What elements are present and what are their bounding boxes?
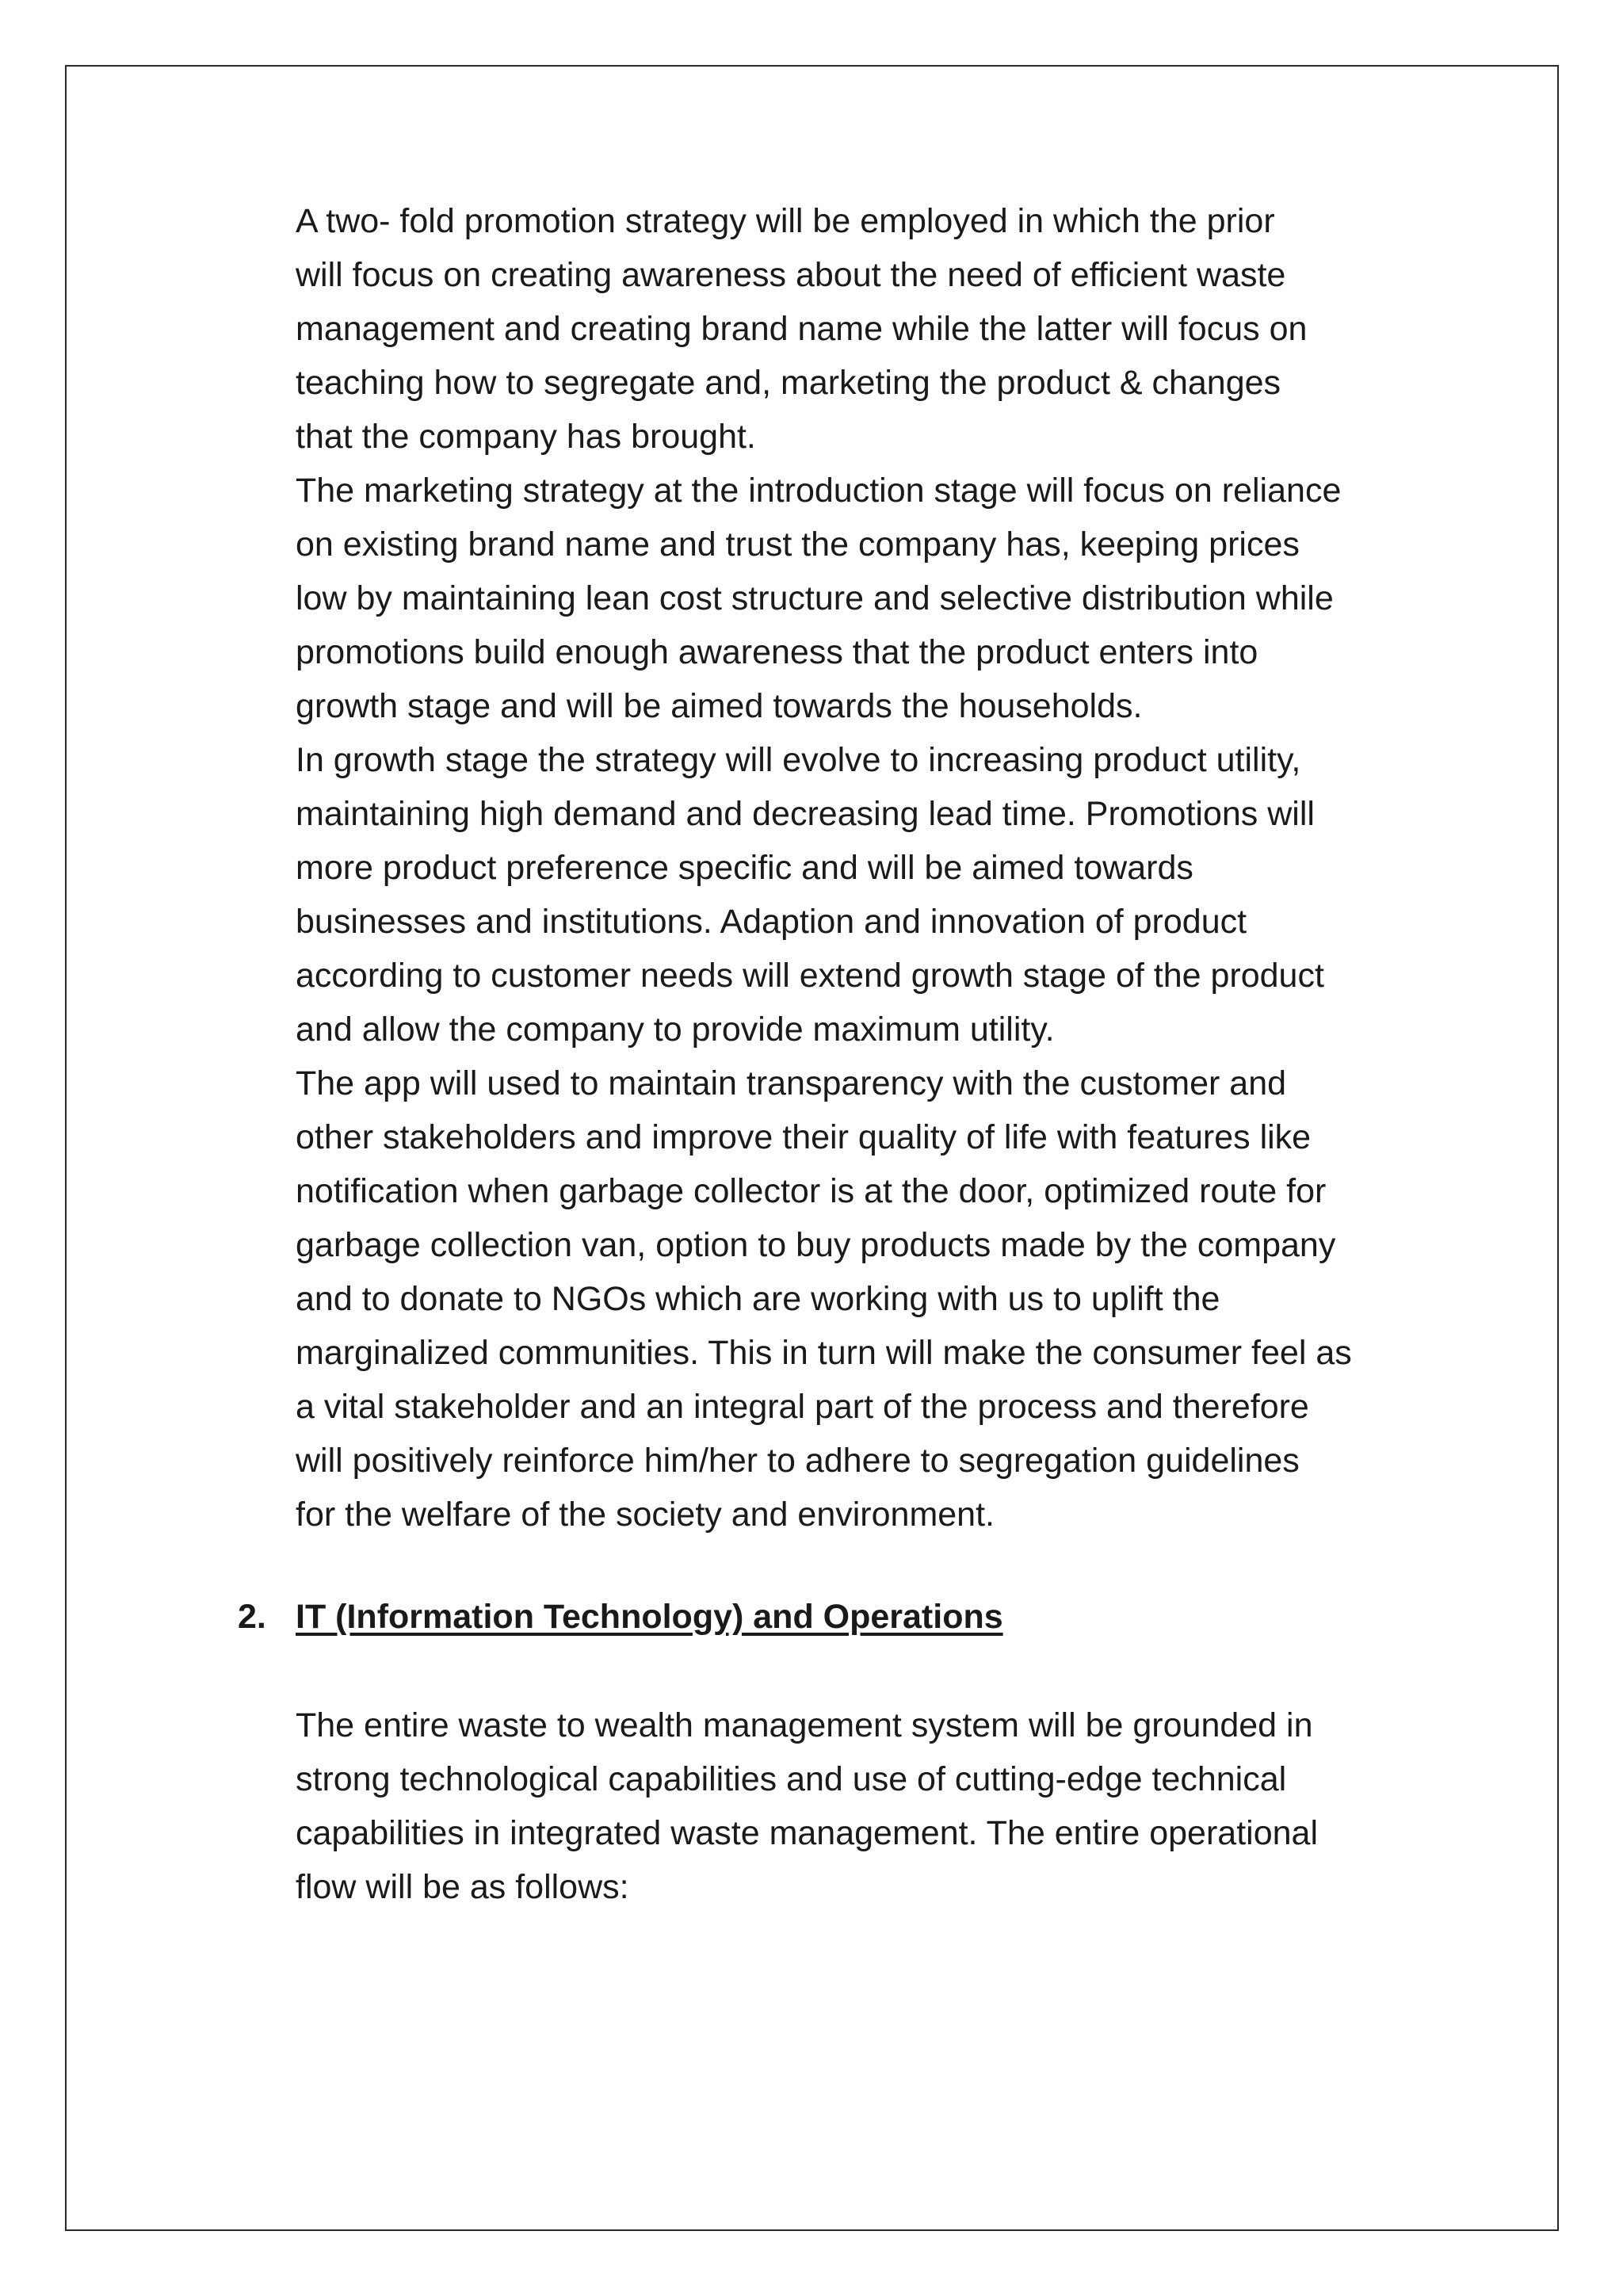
text-line: The marketing strategy at the introduction stage will focus on reliance (296, 472, 1342, 510)
text-line: In growth stage the strategy will evolve to increasing product utility, (296, 741, 1301, 779)
text-line: The app will used to maintain transparency with the customer and (296, 1064, 1287, 1102)
paragraph-promotion-strategy (296, 194, 1453, 464)
section-paragraph (296, 1698, 1453, 1914)
text-line: that the company has brought. (296, 418, 756, 456)
text-line: a vital stakeholder and an integral part of the process and therefore (296, 1388, 1309, 1426)
text-line: flow will be as follows: (296, 1868, 629, 1906)
text-line: notification when garbage collector is at the door, optimized route for (296, 1172, 1327, 1210)
paragraph-introduction-stage (296, 464, 1453, 733)
text-line: according to customer needs will extend growth stage of the product (296, 957, 1324, 995)
text-line: growth stage and will be aimed towards the households. (296, 687, 1143, 725)
text-line: management and creating brand name while the latter will focus on (296, 310, 1308, 348)
paragraph-growth-stage (296, 733, 1453, 1056)
document-body (296, 194, 1453, 1541)
text-line: and to donate to NGOs which are working with us to uplift the (296, 1280, 1220, 1318)
text-line: on existing brand name and trust the company has, keeping prices (296, 525, 1300, 563)
text-line: A two- fold promotion strategy will be employed in which the prior (296, 202, 1275, 240)
text-line: other stakeholders and improve their quality of life with features like (296, 1118, 1312, 1156)
text-line: marginalized communities. This in turn will make the consumer feel as (296, 1334, 1352, 1372)
text-line: and allow the company to provide maximum utility. (296, 1010, 1055, 1049)
text-line: The entire waste to wealth management system will be grounded in (296, 1706, 1313, 1744)
text-line: garbage collection van, option to buy products made by the company (296, 1226, 1336, 1264)
text-line: promotions build enough awareness that the product enters into (296, 633, 1258, 671)
text-line: businesses and institutions. Adaption and innovation of product (296, 903, 1247, 941)
text-line: low by maintaining lean cost structure and selective distribution while (296, 579, 1334, 617)
text-line: capabilities in integrated waste management. The entire operational (296, 1814, 1318, 1852)
paragraph-app (296, 1056, 1453, 1541)
text-line: for the welfare of the society and environment. (296, 1496, 995, 1534)
text-line: maintaining high demand and decreasing lead time. Promotions will (296, 795, 1315, 833)
section-title: IT (Information Technology) and Operations (296, 1598, 1003, 1636)
text-line: strong technological capabilities and use of cutting-edge technical (296, 1760, 1287, 1798)
text-line: will positively reinforce him/her to adhere to segregation guidelines (296, 1442, 1300, 1480)
text-line: will focus on creating awareness about the need of efficient waste (296, 256, 1286, 294)
section-number: 2. (238, 1598, 266, 1636)
section-heading (238, 1590, 1003, 1644)
text-line: teaching how to segregate and, marketing the product & changes (296, 364, 1281, 402)
text-line: more product preference specific and will be aimed towards (296, 849, 1193, 887)
